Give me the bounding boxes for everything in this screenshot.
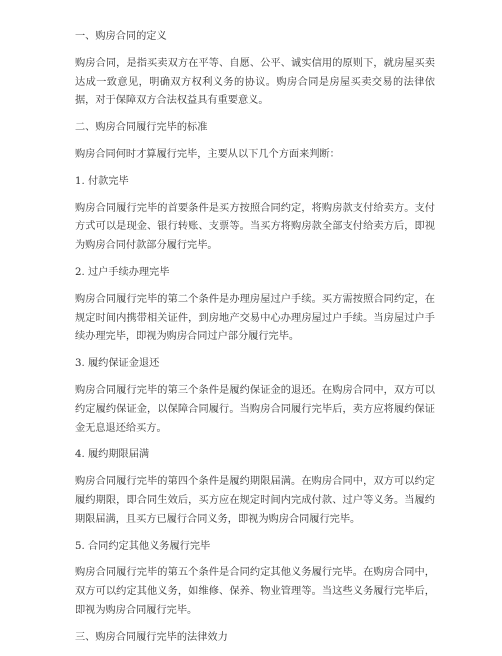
section-1-paragraph: 购房合同，是指买卖双方在平等、自愿、公平、诚实信用的原则下，就房屋买卖达成一致意见，明确双方权利义务的协议。购房合同是房屋买卖交易的法律依据，对于保障双方合法权益具有重要意义。	[75, 57, 435, 107]
item-5-paragraph: 购房合同履行完毕的第五个条件是合同约定其他义务履行完毕。在购房合同中，双方可以约定其他义务，如维修、保养、物业管理等。当这些义务履行完毕后，即视为购房合同履行完毕。	[75, 567, 435, 616]
item-2-heading: 2. 过户手续办理完毕	[75, 266, 170, 278]
item-4-heading: 4. 履约期限届满	[75, 449, 150, 461]
item-4-paragraph: 购房合同履行完毕的第四个条件是履约期限届满。在购房合同中，双方可以约定履约期限，即合同生效后，买方应在规定时间内完成付款、过户等义务。当履约期限届满，且买方已履行合同义务，即视为购房合同履行完毕。	[75, 476, 435, 525]
section-2-heading: 二、购房合同履行完毕的标准	[75, 122, 208, 134]
section-2-intro: 购房合同何时才算履行完毕，主要从以下几个方面来判断：	[75, 148, 340, 160]
section-1-heading: 一、购房合同的定义	[75, 31, 167, 42]
item-3-paragraph: 购房合同履行完毕的第三个条件是履约保证金的退还。在购房合同中，双方可以约定履约保证金，以保障合同履行。当购房合同履行完毕后，卖方应将履约保证金无息退还给买方。	[75, 384, 435, 434]
item-5-heading: 5. 合同约定其他义务履行完毕	[75, 540, 211, 552]
document-page	[75, 28, 435, 656]
section-3-heading: 三、购房合同履行完毕的法律效力	[75, 631, 228, 643]
item-1-heading: 1. 付款完毕	[75, 175, 129, 187]
item-1-paragraph: 购房合同履行完毕的首要条件是买方按照合同约定，将购房款支付给卖方。支付方式可以是现金、银行转账、支票等。当买方将购房款全部支付给卖方后，即视为购房合同付款部分履行完毕。	[75, 202, 435, 252]
item-2-paragraph: 购房合同履行完毕的第二个条件是办理房屋过户手续。买方需按照合同约定，在规定时间内携带相关证件，到房地产交易中心办理房屋过户手续。当房屋过户手续办理完毕，即视为购房合同过户部分履行完毕。	[75, 293, 435, 343]
item-3-heading: 3. 履约保证金退还	[75, 358, 160, 370]
